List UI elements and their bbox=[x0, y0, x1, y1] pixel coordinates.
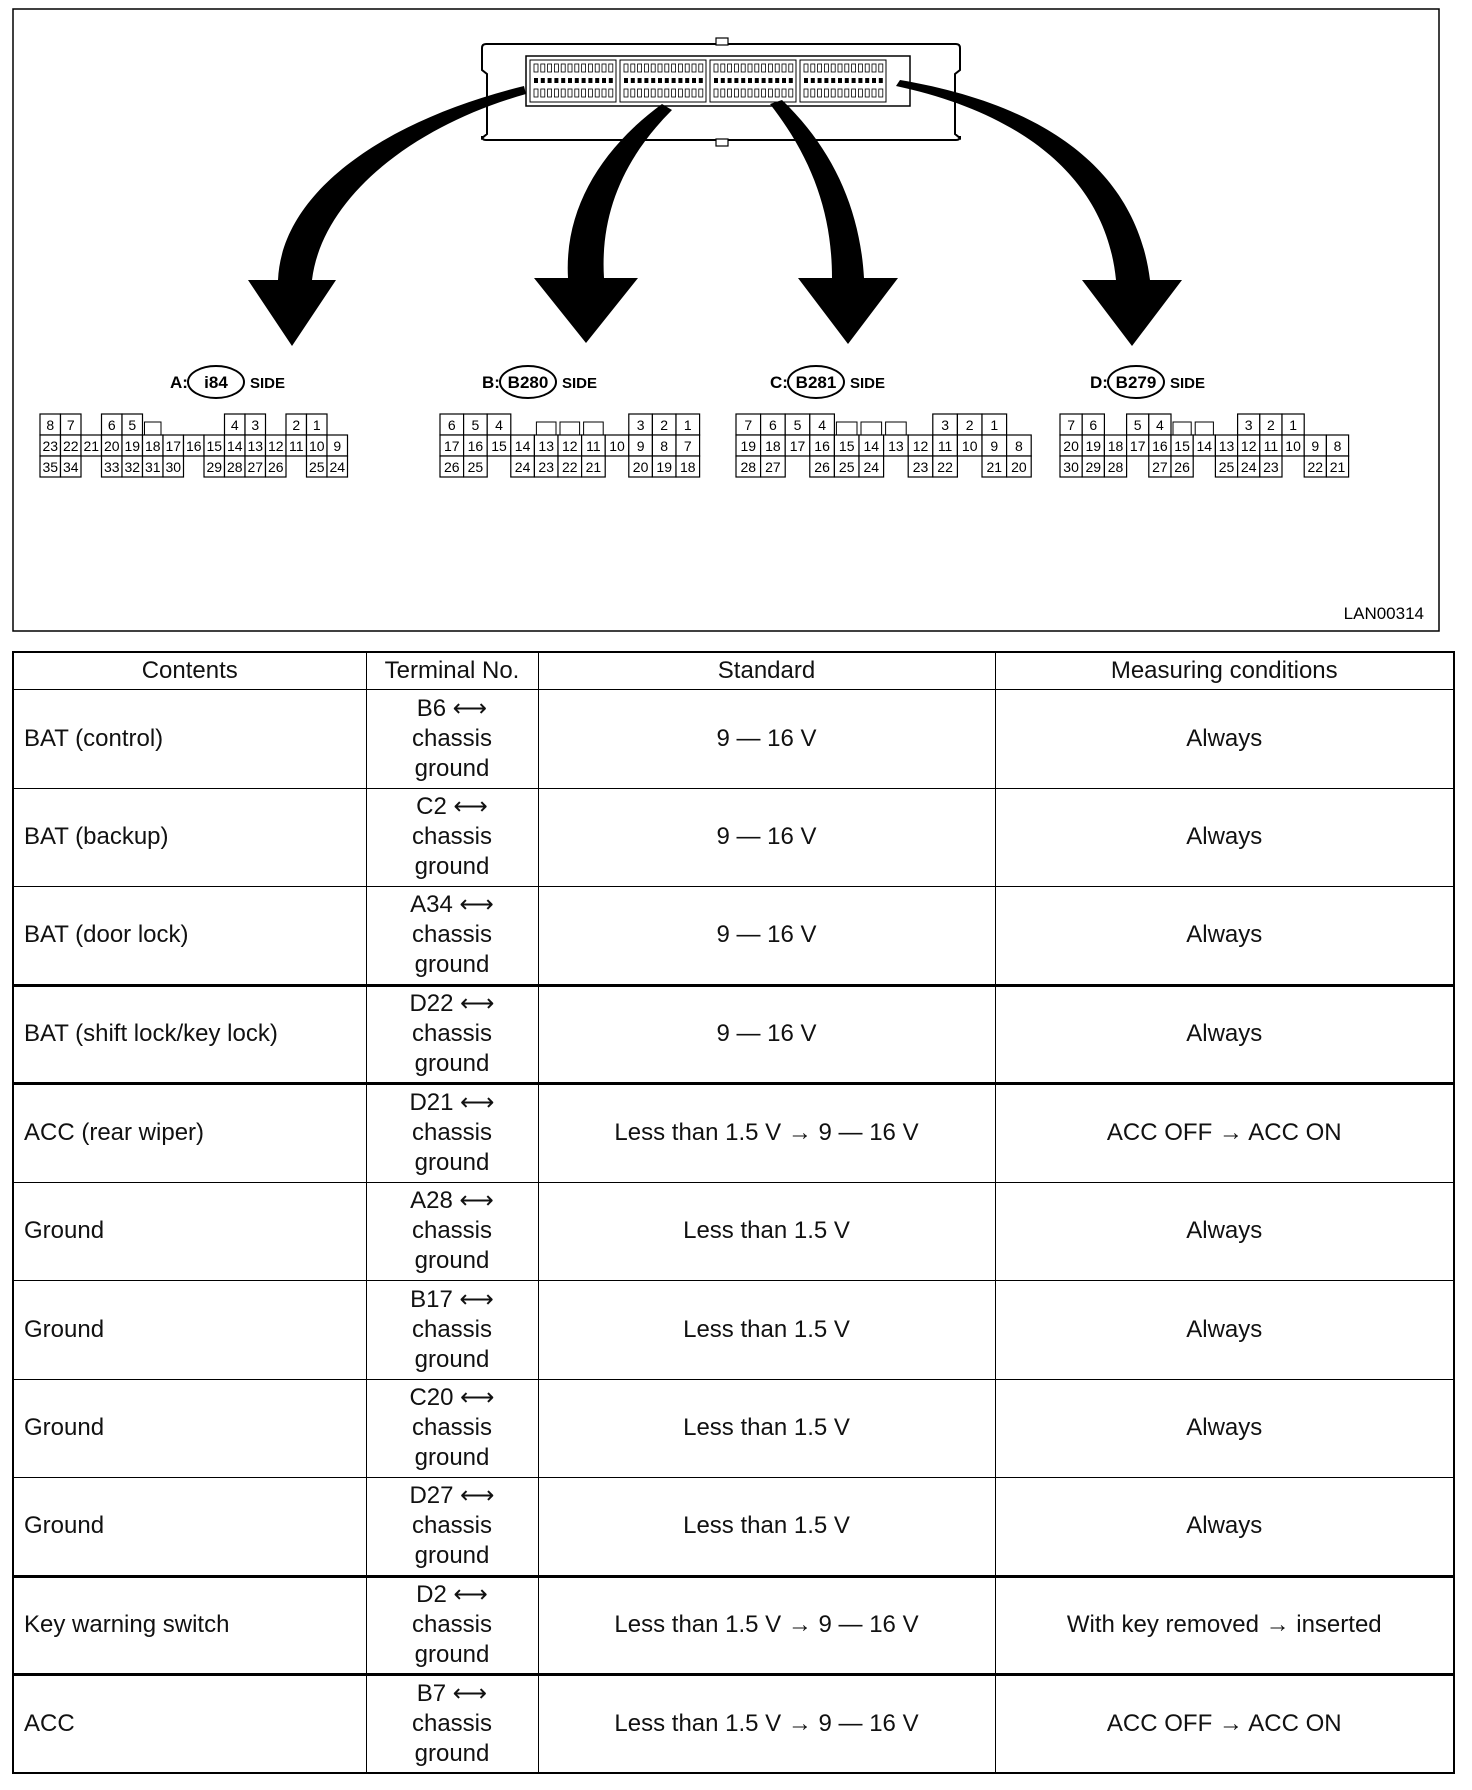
socket-pin bbox=[872, 78, 876, 83]
terminal-number: 24 bbox=[863, 459, 880, 475]
terminal-number: 25 bbox=[1218, 459, 1235, 475]
terminal-number: 21 bbox=[986, 459, 1003, 475]
socket-pin bbox=[588, 78, 592, 83]
spec-table bbox=[12, 651, 1455, 1774]
cell-conditions: Always bbox=[995, 1478, 1454, 1577]
terminal-number: 5 bbox=[471, 417, 480, 433]
terminal-line: ground bbox=[414, 1050, 490, 1078]
terminal-line: C2 ⟷ bbox=[416, 793, 488, 821]
table-row bbox=[13, 887, 1454, 986]
terminal-line: D27 ⟷ bbox=[409, 1482, 495, 1510]
terminal-line: chassis bbox=[411, 921, 493, 949]
cell-contents: Ground bbox=[13, 1182, 366, 1281]
table-row bbox=[13, 1675, 1454, 1774]
terminal-number: 20 bbox=[1011, 459, 1027, 475]
table-row bbox=[13, 1281, 1454, 1380]
socket-pin bbox=[755, 78, 759, 83]
terminal-number: 34 bbox=[62, 459, 79, 475]
terminal-line: A34 ⟷ bbox=[410, 891, 494, 919]
socket-pin bbox=[782, 78, 786, 83]
connector-side: SIDE bbox=[1170, 375, 1206, 392]
connector-code: B280 bbox=[507, 373, 549, 392]
terminal-number: 22 bbox=[1307, 459, 1324, 475]
terminal-number: 16 bbox=[467, 438, 484, 454]
terminal-number: 5 bbox=[793, 417, 802, 433]
terminal-number: 12 bbox=[562, 438, 578, 454]
cell-contents: BAT (control) bbox=[13, 690, 366, 789]
terminal-number: 9 bbox=[333, 438, 342, 454]
cell-contents: BAT (door lock) bbox=[13, 887, 366, 986]
terminal-number: 12 bbox=[912, 438, 929, 454]
terminal-number: 20 bbox=[632, 459, 649, 475]
terminal-number: 22 bbox=[937, 459, 953, 475]
terminal-number: 23 bbox=[1263, 459, 1279, 475]
terminal-line: D21 ⟷ bbox=[409, 1089, 495, 1117]
terminal-number: 1 bbox=[1289, 417, 1297, 433]
cell-standard: Less than 1.5 V bbox=[538, 1478, 995, 1577]
socket-pin bbox=[595, 78, 599, 83]
terminal-number: 9 bbox=[1311, 438, 1320, 454]
terminal-number: 25 bbox=[308, 459, 325, 475]
cell-conditions: Always bbox=[995, 985, 1454, 1084]
socket-pin bbox=[845, 78, 849, 83]
terminal-line: D22 ⟷ bbox=[409, 990, 495, 1018]
socket-pin bbox=[568, 78, 572, 83]
terminal-number: 11 bbox=[1263, 438, 1279, 454]
cell-contents: Key warning switch bbox=[13, 1576, 366, 1675]
terminal-number: 28 bbox=[740, 459, 757, 475]
socket-pin bbox=[789, 78, 793, 83]
terminal-number: 25 bbox=[467, 459, 484, 475]
cell-standard: Less than 1.5 V bbox=[538, 1379, 995, 1478]
cell-conditions: ACC OFF → ACC ON bbox=[995, 1084, 1454, 1183]
terminal-number: 13 bbox=[247, 438, 264, 454]
connector-side: SIDE bbox=[562, 375, 598, 392]
cell-terminal bbox=[366, 1281, 538, 1380]
socket-pin bbox=[561, 78, 565, 83]
terminal-number: 23 bbox=[538, 459, 554, 475]
terminal-line: ground bbox=[414, 853, 490, 881]
terminal-number: 3 bbox=[251, 417, 260, 433]
terminal-line: ground bbox=[414, 1740, 490, 1767]
table-row bbox=[13, 985, 1454, 1084]
socket-pin bbox=[818, 78, 822, 83]
header-conditions: Measuring conditions bbox=[995, 652, 1454, 690]
table-row bbox=[13, 1576, 1454, 1675]
socket-pin bbox=[699, 78, 703, 83]
socket-pin bbox=[658, 78, 662, 83]
terminal-number: 6 bbox=[1089, 417, 1098, 433]
terminal-number: 26 bbox=[267, 459, 284, 475]
cell-contents: BAT (backup) bbox=[13, 788, 366, 887]
terminal-number: 22 bbox=[562, 459, 578, 475]
terminal-number: 8 bbox=[1015, 438, 1023, 454]
socket-pin bbox=[665, 78, 669, 83]
terminal-number: 13 bbox=[1218, 438, 1235, 454]
table-row bbox=[13, 1379, 1454, 1478]
terminal-number: 8 bbox=[1333, 438, 1342, 454]
terminal-number: 14 bbox=[1196, 438, 1213, 454]
socket-pin bbox=[741, 78, 745, 83]
terminal-line: chassis bbox=[411, 1611, 493, 1639]
terminal-line: ground bbox=[414, 1444, 490, 1472]
terminal-number: 2 bbox=[1267, 417, 1275, 433]
socket-pin bbox=[838, 78, 842, 83]
cell-standard: Less than 1.5 V → 9 — 16 V bbox=[538, 1576, 995, 1675]
terminal-line: chassis bbox=[411, 823, 493, 851]
terminal-number: 28 bbox=[226, 459, 243, 475]
connector-side: SIDE bbox=[250, 375, 286, 392]
terminal-number: 12 bbox=[267, 438, 284, 454]
socket-pin bbox=[728, 78, 732, 83]
socket-pin bbox=[734, 78, 738, 83]
socket-pin bbox=[721, 78, 725, 83]
terminal-number: 10 bbox=[308, 438, 325, 454]
table-row bbox=[13, 690, 1454, 789]
terminal-number: 19 bbox=[656, 459, 672, 475]
cell-contents: ACC bbox=[13, 1675, 366, 1774]
cell-standard: Less than 1.5 V → 9 — 16 V bbox=[538, 1675, 995, 1774]
terminal-line: chassis bbox=[411, 1512, 493, 1540]
cell-terminal bbox=[366, 788, 538, 887]
terminal-line: ground bbox=[414, 951, 490, 979]
socket-pin bbox=[811, 78, 815, 83]
terminal-number: 35 bbox=[42, 459, 59, 475]
terminal-number: 16 bbox=[1152, 438, 1168, 454]
cell-terminal bbox=[366, 1478, 538, 1577]
socket-pin bbox=[714, 78, 718, 83]
cell-conditions: Always bbox=[995, 1281, 1454, 1380]
table-row bbox=[13, 1084, 1454, 1183]
header-terminal: Terminal No. bbox=[366, 652, 538, 690]
cell-contents: Ground bbox=[13, 1379, 366, 1478]
terminal-number: 1 bbox=[312, 417, 321, 433]
terminal-number: 5 bbox=[128, 417, 137, 433]
terminal-number: 20 bbox=[103, 438, 120, 454]
terminal-number: 2 bbox=[292, 417, 301, 433]
terminal-number: 25 bbox=[838, 459, 855, 475]
terminal-number: 3 bbox=[1244, 417, 1253, 433]
cell-terminal bbox=[366, 1675, 538, 1774]
terminal-number: 14 bbox=[226, 438, 243, 454]
socket-pin bbox=[852, 78, 856, 83]
terminal-number: 15 bbox=[838, 438, 855, 454]
terminal-number: 16 bbox=[185, 438, 202, 454]
cell-standard: 9 — 16 V bbox=[538, 788, 995, 887]
terminal-number: 2 bbox=[660, 417, 669, 433]
terminal-number: 32 bbox=[124, 459, 141, 475]
terminal-number: 30 bbox=[1063, 459, 1079, 475]
cell-conditions: Always bbox=[995, 690, 1454, 789]
cell-terminal bbox=[366, 690, 538, 789]
terminal-number: 29 bbox=[1085, 459, 1102, 475]
socket-pin bbox=[879, 78, 883, 83]
cell-standard: 9 — 16 V bbox=[538, 690, 995, 789]
cell-contents: Ground bbox=[13, 1281, 366, 1380]
connector-letter: B: bbox=[482, 373, 500, 392]
terminal-number: 23 bbox=[912, 459, 929, 475]
terminal-number: 3 bbox=[941, 417, 949, 433]
socket-pin bbox=[865, 78, 869, 83]
cell-standard: 9 — 16 V bbox=[538, 985, 995, 1084]
terminal-line: ground bbox=[414, 1247, 490, 1275]
terminal-number: 8 bbox=[46, 417, 55, 433]
terminal-number: 4 bbox=[1156, 417, 1164, 433]
terminal-number: 22 bbox=[62, 438, 79, 454]
connector-code: B279 bbox=[1115, 373, 1157, 392]
terminal-number: 17 bbox=[165, 438, 182, 454]
terminal-number: 9 bbox=[990, 438, 999, 454]
cell-terminal bbox=[366, 1084, 538, 1183]
terminal-line: ground bbox=[414, 1149, 490, 1177]
terminal-number: 26 bbox=[444, 459, 460, 475]
terminal-number: 8 bbox=[660, 438, 669, 454]
terminal-number: 7 bbox=[744, 417, 753, 433]
terminal-number: 15 bbox=[206, 438, 223, 454]
cell-contents: BAT (shift lock/key lock) bbox=[13, 985, 366, 1084]
terminal-number: 15 bbox=[1174, 438, 1190, 454]
terminal-number: 11 bbox=[586, 438, 601, 454]
terminal-number: 26 bbox=[1174, 459, 1190, 475]
cell-conditions: With key removed → inserted bbox=[995, 1576, 1454, 1675]
socket-pin bbox=[541, 78, 545, 83]
table-row bbox=[13, 788, 1454, 887]
terminal-number: 12 bbox=[1240, 438, 1257, 454]
cell-conditions: Always bbox=[995, 887, 1454, 986]
terminal-line: ground bbox=[414, 1345, 490, 1373]
terminal-number: 11 bbox=[937, 438, 953, 454]
terminal-line: D2 ⟷ bbox=[416, 1581, 488, 1609]
socket-pin bbox=[638, 78, 642, 83]
socket-pin bbox=[548, 78, 552, 83]
terminal-line: chassis bbox=[411, 1020, 493, 1048]
table-row bbox=[13, 1182, 1454, 1281]
terminal-line: ground bbox=[414, 754, 490, 782]
terminal-number: 7 bbox=[683, 438, 692, 454]
terminal-number: 19 bbox=[124, 438, 141, 454]
socket-pin bbox=[672, 78, 676, 83]
terminal-number: 19 bbox=[740, 438, 757, 454]
terminal-line: chassis bbox=[411, 1315, 493, 1343]
socket-pin bbox=[575, 78, 579, 83]
terminal-number: 1 bbox=[683, 417, 692, 433]
header-standard: Standard bbox=[538, 652, 995, 690]
terminal-line: B17 ⟷ bbox=[410, 1285, 494, 1313]
terminal-number: 24 bbox=[329, 459, 346, 475]
terminal-number: 23 bbox=[42, 438, 59, 454]
terminal-number: 14 bbox=[863, 438, 880, 454]
terminal-line: chassis bbox=[411, 1710, 493, 1737]
cell-conditions: Always bbox=[995, 1379, 1454, 1478]
terminal-number: 7 bbox=[66, 417, 75, 433]
terminal-line: chassis bbox=[411, 1414, 493, 1442]
terminal-number: 18 bbox=[765, 438, 781, 454]
terminal-line: chassis bbox=[411, 724, 493, 752]
terminal-line: A28 ⟷ bbox=[410, 1187, 494, 1215]
terminal-number: 24 bbox=[1240, 459, 1257, 475]
terminal-number: 13 bbox=[888, 438, 904, 454]
terminal-number: 3 bbox=[636, 417, 645, 433]
socket-pin bbox=[858, 78, 862, 83]
terminal-number: 15 bbox=[491, 438, 507, 454]
terminal-number: 9 bbox=[636, 438, 645, 454]
terminal-number: 17 bbox=[444, 438, 460, 454]
terminal-line: ground bbox=[414, 1641, 490, 1669]
terminal-number: 18 bbox=[680, 459, 696, 475]
socket-pin bbox=[762, 78, 766, 83]
terminal-number: 27 bbox=[765, 459, 781, 475]
socket-pin bbox=[554, 78, 558, 83]
cell-conditions: ACC OFF → ACC ON bbox=[995, 1675, 1454, 1774]
socket-pin bbox=[624, 78, 628, 83]
terminal-number: 10 bbox=[609, 438, 625, 454]
cell-standard: 9 — 16 V bbox=[538, 887, 995, 986]
terminal-number: 6 bbox=[447, 417, 456, 433]
terminal-number: 6 bbox=[107, 417, 116, 433]
table-header-row bbox=[13, 652, 1454, 690]
socket-pin bbox=[644, 78, 648, 83]
cell-terminal bbox=[366, 887, 538, 986]
terminal-number: 33 bbox=[103, 459, 120, 475]
terminal-number: 10 bbox=[1285, 438, 1301, 454]
terminal-line: ground bbox=[414, 1542, 490, 1570]
terminal-number: 26 bbox=[814, 459, 830, 475]
terminal-number: 24 bbox=[514, 459, 531, 475]
socket-pin bbox=[631, 78, 635, 83]
cell-terminal bbox=[366, 985, 538, 1084]
terminal-number: 5 bbox=[1133, 417, 1142, 433]
terminal-number: 18 bbox=[1107, 438, 1124, 454]
cell-terminal bbox=[366, 1379, 538, 1478]
socket-pin bbox=[775, 78, 779, 83]
terminal-line: B6 ⟷ bbox=[416, 694, 488, 722]
socket-pin bbox=[534, 78, 538, 83]
socket-pin bbox=[651, 78, 655, 83]
terminal-number: 17 bbox=[1129, 438, 1146, 454]
header-contents: Contents bbox=[13, 652, 366, 690]
cell-contents: ACC (rear wiper) bbox=[13, 1084, 366, 1183]
connector-code: B281 bbox=[795, 373, 837, 392]
terminal-number: 30 bbox=[165, 459, 182, 475]
socket-pin bbox=[768, 78, 772, 83]
cell-standard: Less than 1.5 V bbox=[538, 1281, 995, 1380]
cell-conditions: Always bbox=[995, 788, 1454, 887]
terminal-number: 14 bbox=[514, 438, 531, 454]
terminal-number: 29 bbox=[206, 459, 223, 475]
terminal-number: 4 bbox=[230, 417, 239, 433]
cell-standard: Less than 1.5 V → 9 — 16 V bbox=[538, 1084, 995, 1183]
terminal-number: 27 bbox=[247, 459, 264, 475]
terminal-number: 27 bbox=[1152, 459, 1168, 475]
terminal-number: 16 bbox=[814, 438, 830, 454]
terminal-number: 2 bbox=[965, 417, 974, 433]
terminal-number: 28 bbox=[1107, 459, 1124, 475]
socket-pin bbox=[692, 78, 696, 83]
connector-letter: C: bbox=[770, 373, 788, 392]
terminal-number: 11 bbox=[288, 438, 304, 454]
terminal-number: 18 bbox=[144, 438, 161, 454]
terminal-line: B7 ⟷ bbox=[416, 1680, 488, 1707]
socket-pin bbox=[678, 78, 682, 83]
socket-pin bbox=[831, 78, 835, 83]
figure-id: LAN00314 bbox=[1343, 604, 1424, 623]
connector-side: SIDE bbox=[850, 375, 886, 392]
terminal-number: 13 bbox=[538, 438, 554, 454]
terminal-line: chassis bbox=[411, 1217, 493, 1245]
table-row bbox=[13, 1478, 1454, 1577]
terminal-number: 7 bbox=[1067, 417, 1075, 433]
terminal-number: 6 bbox=[769, 417, 777, 433]
cell-terminal bbox=[366, 1182, 538, 1281]
connector-letter: D: bbox=[1090, 373, 1108, 392]
terminal-number: 31 bbox=[144, 459, 161, 475]
cell-standard: Less than 1.5 V bbox=[538, 1182, 995, 1281]
cell-terminal bbox=[366, 1576, 538, 1675]
cell-conditions: Always bbox=[995, 1182, 1454, 1281]
connector-letter: A: bbox=[170, 373, 188, 392]
connector-code: i84 bbox=[204, 373, 228, 392]
connector-diagram bbox=[12, 8, 1440, 632]
terminal-number: 1 bbox=[990, 417, 999, 433]
terminal-number: 10 bbox=[961, 438, 978, 454]
terminal-number: 21 bbox=[585, 459, 602, 475]
socket-pin bbox=[824, 78, 828, 83]
terminal-number: 20 bbox=[1063, 438, 1079, 454]
terminal-number: 19 bbox=[1085, 438, 1102, 454]
terminal-number: 21 bbox=[1329, 459, 1346, 475]
terminal-number: 21 bbox=[83, 438, 100, 454]
socket-pin bbox=[602, 78, 606, 83]
cell-contents: Ground bbox=[13, 1478, 366, 1577]
socket-pin bbox=[685, 78, 689, 83]
socket-pin bbox=[804, 78, 808, 83]
terminal-line: chassis bbox=[411, 1119, 493, 1147]
terminal-number: 4 bbox=[495, 417, 503, 433]
socket-pin bbox=[609, 78, 613, 83]
terminal-line: C20 ⟷ bbox=[409, 1384, 495, 1412]
socket-pin bbox=[748, 78, 752, 83]
terminal-number: 17 bbox=[789, 438, 806, 454]
control-unit bbox=[482, 38, 960, 146]
terminal-number: 4 bbox=[818, 417, 826, 433]
socket-pin bbox=[582, 78, 586, 83]
